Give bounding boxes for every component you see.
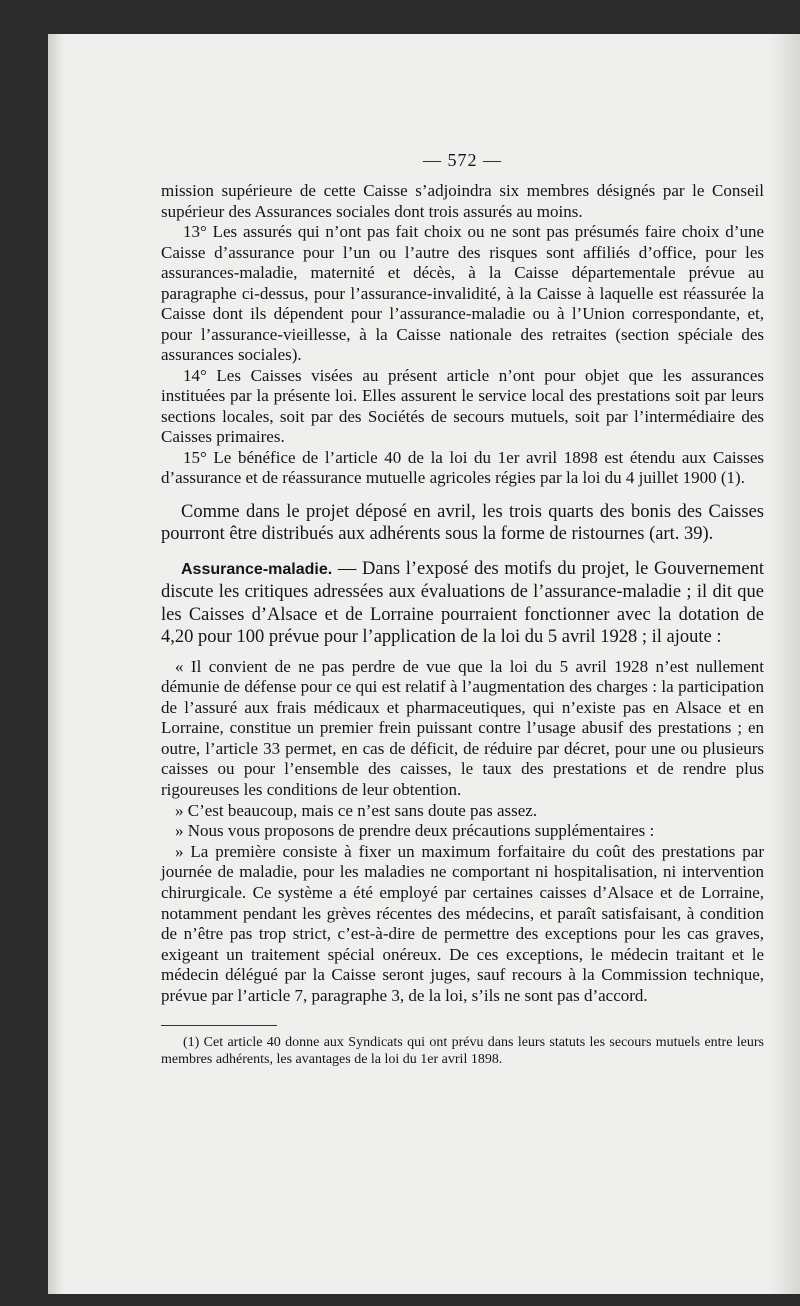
section-heading: Assurance-maladie. [181,560,333,578]
quote-paragraph: » C’est beaucoup, mais ce n’est sans doute pas assez. [175,800,538,820]
paragraph-13: 13° Les assurés qui n’ont pas fait choix ou ne sont pas présumés faire choix d’une Caisse d’assurance pour l’un ou l’autre des risques sont affiliés d’office, pour les assurances-maladie, maternité et décès, à la Caisse départementale prévue au paragraphe ci-dessus, pour l’assurance-invalidité, à la Caisse à laquelle est réassurée la Caisse dont ils dépendent pour l’assurance-maladie ou à l’Union correspondante, et, pour l’assurance-vieillesse, à la Caisse nationale des retraites (section spéciale des assurances sociales). [161,222,764,364]
paragraph-15: 15° Le bénéfice de l’article 40 de la loi du 1er avril 1898 est étendu aux Caisses d’assurance et de réassurance mutuelle agricoles régies par la loi du 4 juillet 1900 (1). [161,447,764,487]
bonis-block [161,501,764,546]
section-text: — Dans l’exposé des motifs du projet, le Gouvernement discute les critiques adressées aux évaluations de l’assurance-maladie ; il dit que les Caisses d’Alsace et de Lorraine pourraient fonctionner avec la dotation de 4,20 pour 100 prévue pour l’application de la loi du 5 avril 1928 ; il ajoute : [161,558,764,647]
article-list [161,181,764,489]
binding-shadow [48,34,64,1294]
paragraph-bonis: Comme dans le projet déposé en avril, les trois quarts des bonis des Caisses pourront être distribués aux adhérents sous la forme de ristournes (art. 39). [161,501,764,544]
footnote-text: (1) Cet article 40 donne aux Syndicats qui ont prévu dans leurs statuts les secours mutuels entre leurs membres adhérents, les avantages de la loi du 1er avril 1898. [161,1034,764,1068]
quote-paragraph: « Il convient de ne pas perdre de vue que la loi du 5 avril 1928 n’est nullement démunie de défense pour ce qui est relatif à l’augmentation des charges : la participation de l’assuré aux frais médicaux et pharmaceutiques, qui n’existe pas en Alsace et en Lorraine, constitue un premier frein puissant contre l’usage abusif des prestations ; en outre, l’article 33 permet, en cas de déficit, de réduire par décret, pour une ou plusieurs caisses ou pour l’ensemble des caisses, le taux des prestations et de rendre plus rigoureuses les conditions de leur obtention. [161,656,764,800]
footnote [161,1034,764,1069]
page-number: — 572 — [423,150,502,170]
paragraph-continuation: mission supérieure de cette Caisse s’adjoindra six membres désignés par le Conseil supérieur des Assurances sociales dont trois assurés au moins. [161,181,764,221]
footnote-rule [161,1025,277,1026]
section-paragraph [161,558,764,649]
edge-shadow [770,34,800,1294]
quote-paragraph: » La première consiste à fixer un maximum forfaitaire du coût des prestations par journée de maladie, pour les maladies ne comportant ni hospitalisation, ni intervention chirurgicale. Ce système a été employé par certaines caisses d’Alsace et de Lorraine, notamment pendant les grèves récentes des médecins, et paraît satisfaisant, à condition de n’être pas trop strict, c’est-à-dire de permettre des exceptions pour les cas graves, exigeant un traitement spécial onéreux. De ces exceptions, le médecin traitant et le médecin délégué par la Caisse seront juges, sauf recours à la Commission technique, prévue par l’article 7, paragraphe 3, de la loi, s’ils ne sont pas d’accord. [161,841,764,1005]
quote-paragraph: » Nous vous proposons de prendre deux précautions supplémentaires : [175,821,655,841]
page-content [161,150,764,1069]
quotation [161,657,764,1007]
assurance-maladie-section [161,558,764,649]
paragraph-14: 14° Les Caisses visées au présent article n’ont pour objet que les assurances instituées par la présente loi. Elles assurent le service local des prestations soit par leurs sections locales, soit par des Sociétés de secours mutuels, soit par l’intermédiaire des Caisses primaires. [161,365,764,446]
